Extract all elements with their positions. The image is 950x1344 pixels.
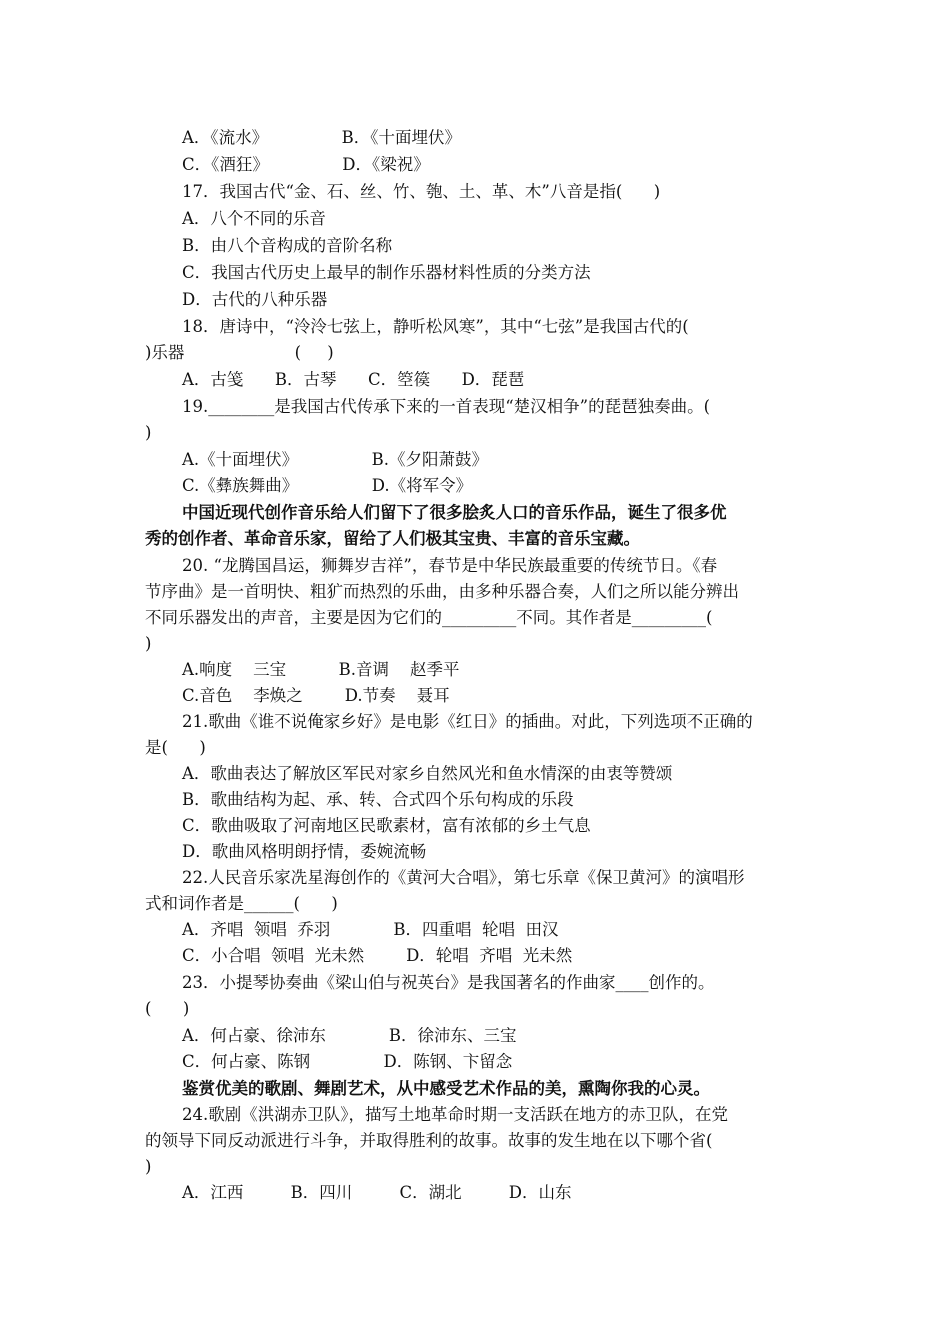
q19-question-cont: ): [145, 423, 152, 442]
q17-option-d: D．古代的八种乐器: [182, 290, 328, 309]
q20-question-cont-3: ): [145, 634, 152, 653]
section-heading-modern: 中国近现代创作音乐给人们留下了很多脍炙人口的音乐作品，诞生了很多优: [182, 503, 727, 522]
q21-option-b: B．歌曲结构为起、承、转、合式四个乐句构成的乐段: [182, 790, 574, 809]
q20-question-cont-1: 节序曲》是一首明快、粗犷而热烈的乐曲，由多种乐器合奏，人们之所以能分辨出: [145, 582, 739, 601]
q16-options-cd: C．《酒狂》 D．《梁祝》: [182, 155, 430, 174]
q21-question: 21.歌曲《谁不说俺家乡好》是电影《红日》的插曲。对此，下列选项不正确的: [182, 712, 753, 731]
q23-question-cont: ( ): [145, 999, 190, 1018]
q21-question-cont: 是( ): [145, 738, 206, 757]
q24-options: A．江西 B．四川 C．湖北 D．山东: [182, 1183, 572, 1202]
q18-options: A．古笺 B．古琴 C．箜篌 D．琵琶: [182, 370, 525, 389]
q22-options-cd: C．小合唱 领唱 光未然 D．轮唱 齐唱 光未然: [182, 946, 573, 965]
q22-question: 22.人民音乐家冼星海创作的《黄河大合唱》，第七乐章《保卫黄河》的演唱形: [182, 868, 745, 887]
q20-options-cd: C.音色 李焕之 D.节奏 聂耳: [182, 686, 450, 705]
q19-options-cd: C.《彝族舞曲》 D.《将军令》: [182, 476, 473, 495]
q17-option-a: A．八个不同的乐音: [182, 209, 326, 228]
q24-question-cont-1: 的领导下同反动派进行斗争，并取得胜利的故事。故事的发生地在以下哪个省(: [145, 1131, 713, 1150]
q17-option-c: C．我国古代历史上最早的制作乐器材料性质的分类方法: [182, 263, 591, 282]
q17-option-b: B．由八个音构成的音阶名称: [182, 236, 393, 255]
q19-options-ab: A.《十面埋伏》 B.《夕阳萧鼓》: [182, 450, 488, 469]
section-heading-opera: 鉴赏优美的歌剧、舞剧艺术，从中感受艺术作品的美，熏陶你我的心灵。: [182, 1079, 710, 1098]
q21-option-a: A．歌曲表达了解放区军民对家乡自然风光和鱼水情深的由衷等赞颂: [182, 764, 673, 783]
q17-question: 17．我国古代“金、石、丝、竹、匏、土、革、木”八音是指( ): [182, 182, 661, 201]
q18-question: 18．唐诗中，“泠泠七弦上，静听松风寒”，其中“七弦”是我国古代的(: [182, 317, 689, 336]
q20-question-cont-2: 不同乐器发出的声音，主要是因为它们的_________不同。其作者是_________(: [145, 608, 713, 627]
q19-question: 19.________是我国古代传承下来的一首表现“楚汉相争”的琵琶独奏曲。(: [182, 397, 711, 416]
q22-question-cont: 式和词作者是______( ): [145, 894, 338, 913]
q23-options-ab: A．何占豪、徐沛东 B．徐沛东、三宝: [182, 1026, 517, 1045]
q24-question: 24.歌剧《洪湖赤卫队》，描写土地革命时期一支活跃在地方的赤卫队，在党: [182, 1105, 728, 1124]
q21-option-c: C．歌曲吸取了河南地区民歌素材，富有浓郁的乡土气息: [182, 816, 591, 835]
q21-option-d: D．歌曲风格明朗抒情，委婉流畅: [182, 842, 427, 861]
q22-options-ab: A．齐唱 领唱 乔羽 B．四重唱 轮唱 田汉: [182, 920, 559, 939]
q23-options-cd: C．何占豪、陈钢 D．陈钢、卞留念: [182, 1052, 513, 1071]
q20-question: 20. “龙腾国昌运，狮舞岁吉祥”，春节是中华民族最重要的传统节日。《春: [182, 556, 718, 575]
q24-question-cont-2: ): [145, 1157, 152, 1176]
q18-question-cont: )乐器 ( ): [145, 343, 334, 362]
q23-question: 23．小提琴协奏曲《梁山伯与祝英台》是我国著名的作曲家____创作的。: [182, 973, 715, 992]
q16-options-ab: A．《流水》 B．《十面埋伏》: [182, 128, 461, 147]
q20-options-ab: A.响度 三宝 B.音调 赵季平: [182, 660, 460, 679]
section-heading-modern-cont: 秀的创作者、革命音乐家，留给了人们极其宝贵、丰富的音乐宝藏。: [145, 529, 640, 548]
